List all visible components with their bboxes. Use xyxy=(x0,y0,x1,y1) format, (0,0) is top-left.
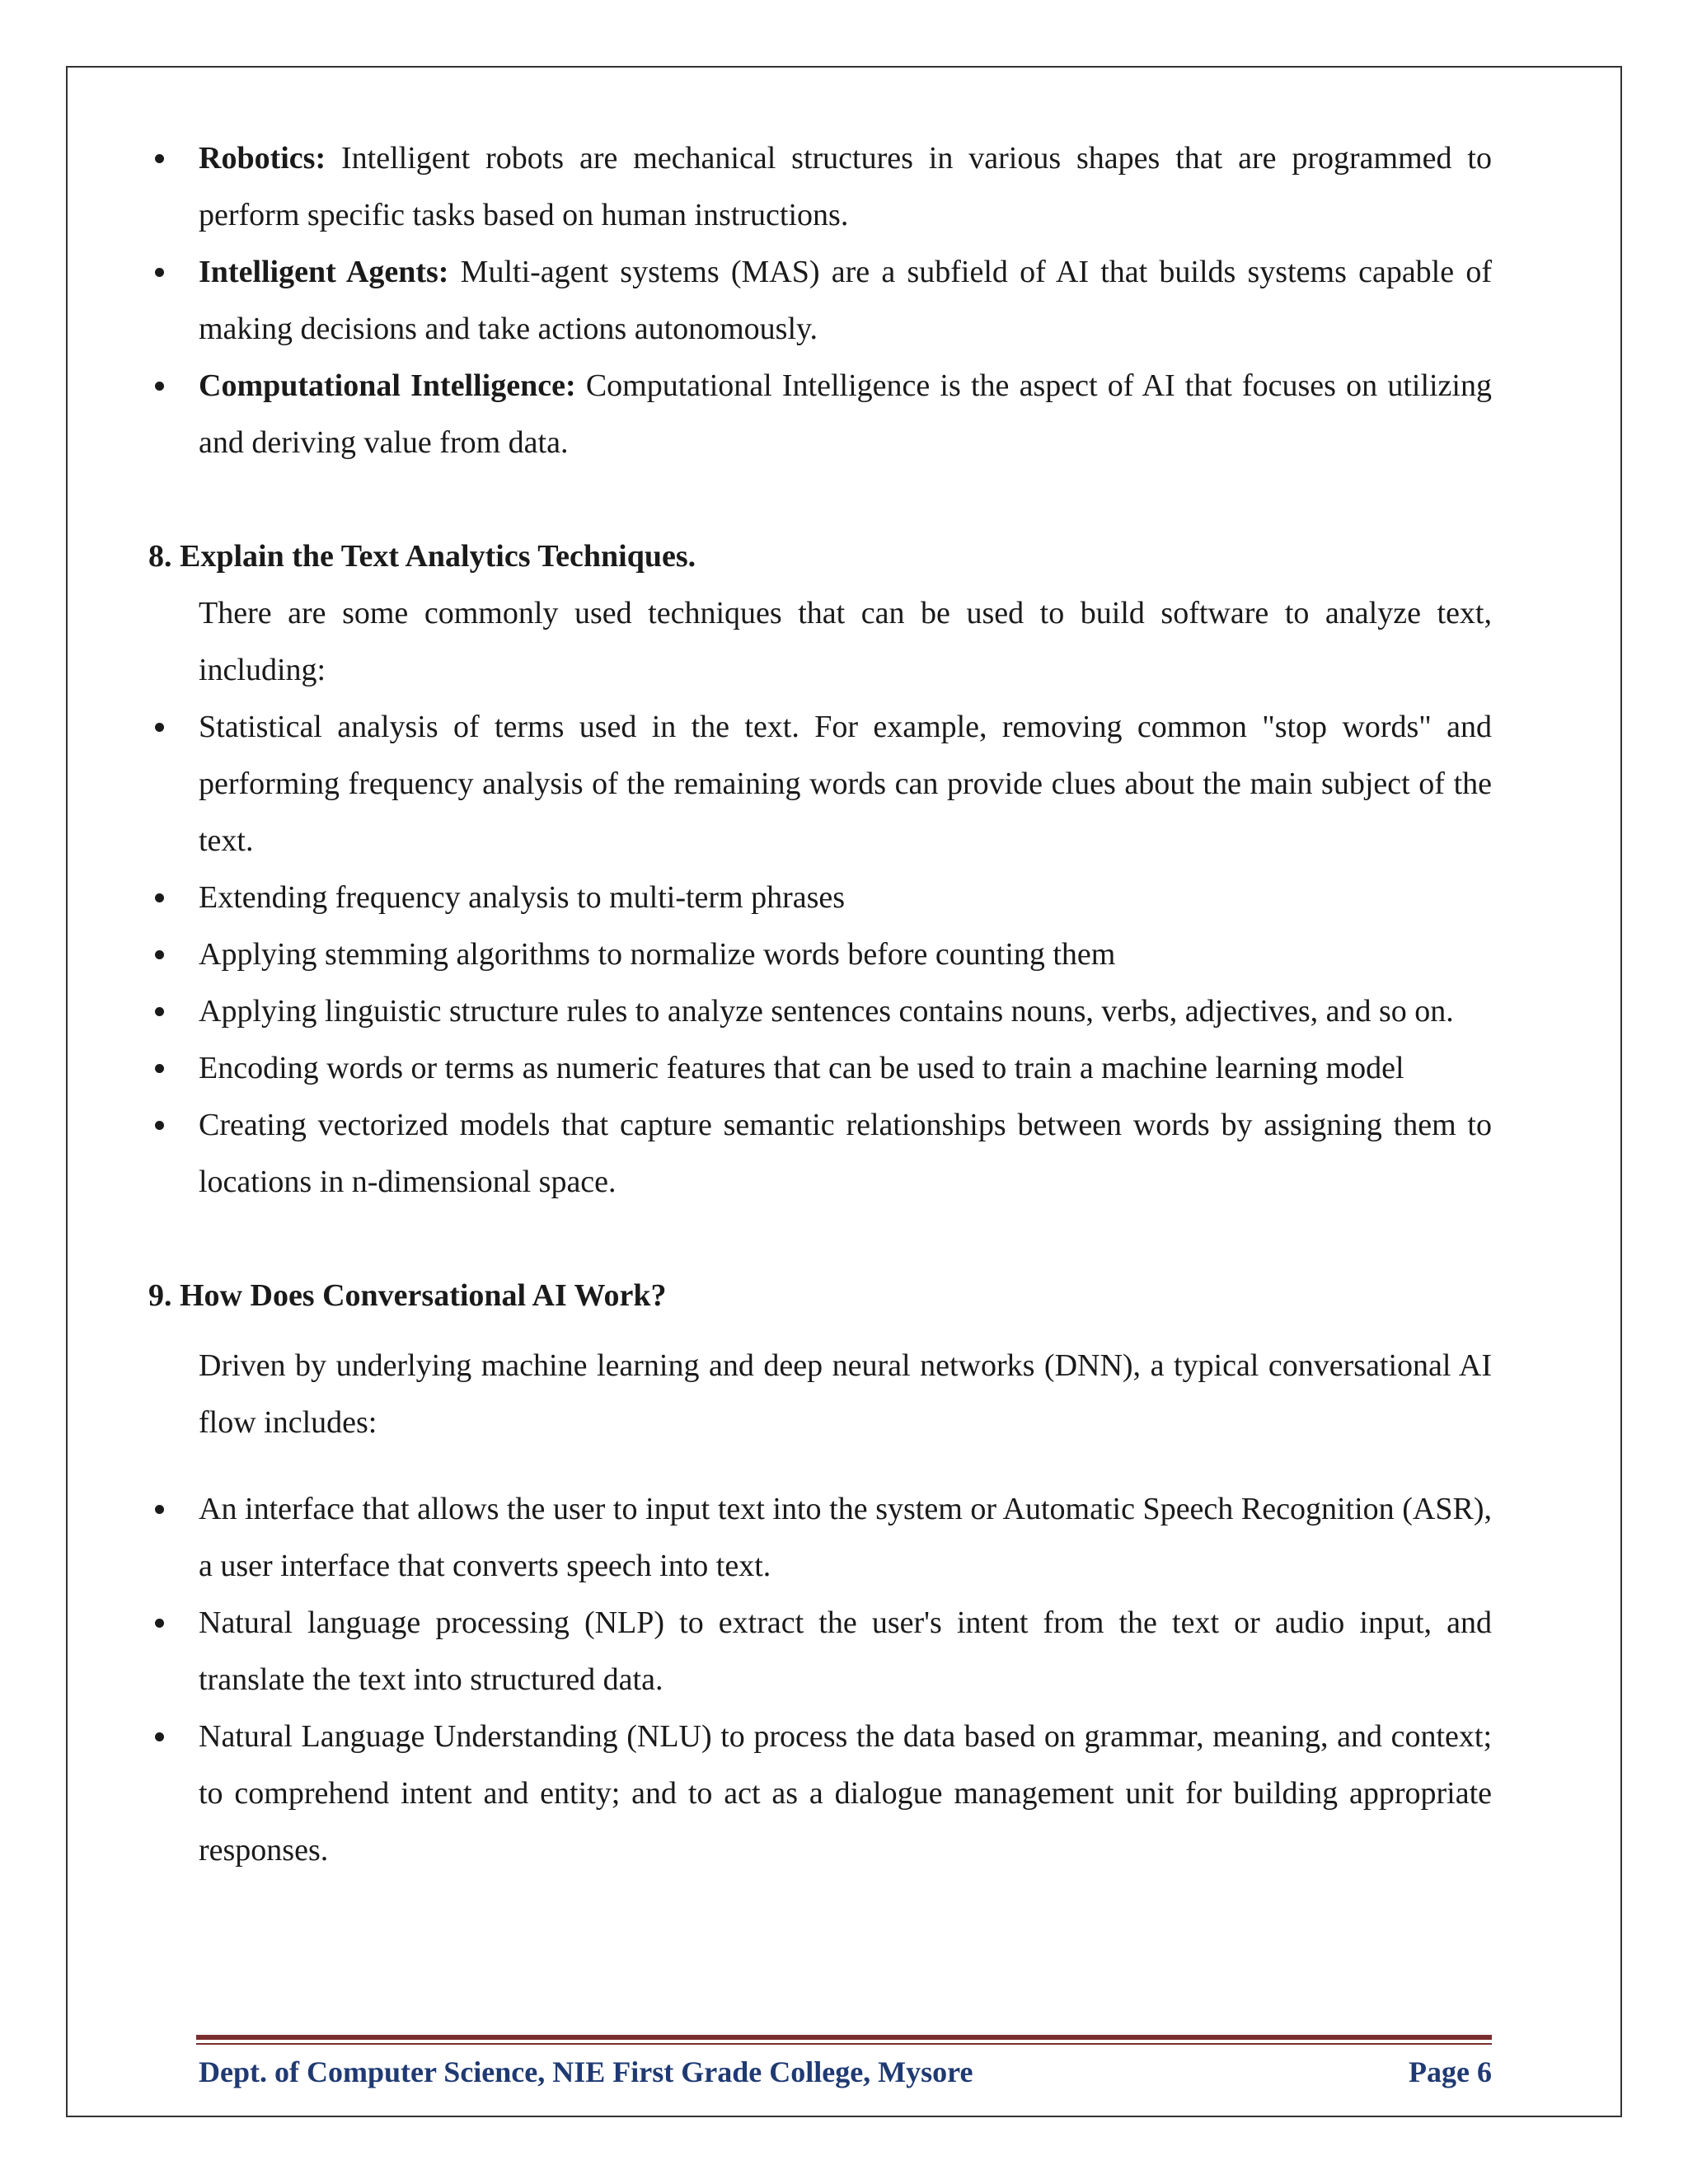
list-item: An interface that allows the user to input text into the system or Automatic Speech Recognition (ASR), a user interface that converts speech into text. xyxy=(148,1481,1492,1595)
bullet-term: Robotics: xyxy=(199,141,326,176)
list-item xyxy=(148,358,1492,471)
section-heading-text-analytics: 8. Explain the Text Analytics Techniques. xyxy=(148,539,696,574)
bullet-term: Computational Intelligence: xyxy=(199,368,576,403)
section-intro-conversational-ai: Driven by underlying machine learning and deep neural networks (DNN), a typical conversational AI flow includes: xyxy=(199,1348,1492,1440)
list-item: Applying linguistic structure rules to analyze sentences contains nouns, verbs, adjectives, and so on. xyxy=(148,983,1492,1040)
page-footer xyxy=(199,2049,1492,2095)
section-intro-text-analytics: There are some commonly used techniques that can be used to build software to analyze text, including: xyxy=(199,596,1492,687)
list-item: Extending frequency analysis to multi-term phrases xyxy=(148,869,1492,926)
bullet-text: Computational Intelligence is the aspect of AI that focuses on utilizing and deriving value from data. xyxy=(199,368,1492,460)
list-item: Encoding words or terms as numeric features that can be used to train a machine learning model xyxy=(148,1040,1492,1097)
bullet-term: Intelligent Agents: xyxy=(199,255,449,289)
list-item: Applying stemming algorithms to normalize words before counting them xyxy=(148,926,1492,983)
conversational-ai-list xyxy=(148,1481,1492,1879)
ai-fields-list xyxy=(148,130,1492,471)
bullet-text: Intelligent robots are mechanical structures in various shapes that are programmed to perform specific tasks based on human instructions. xyxy=(199,141,1492,232)
footer-rule-thin xyxy=(196,2043,1492,2045)
bullet-text: Multi-agent systems (MAS) are a subfield of AI that builds systems capable of making decisions and take actions autonomously. xyxy=(199,255,1492,346)
page-number: Page 6 xyxy=(1409,2055,1492,2088)
list-item: Natural language processing (NLP) to extract the user's intent from the text or audio input, and translate the text into structured data. xyxy=(148,1595,1492,1708)
page-content xyxy=(148,130,1492,1879)
text-analytics-list xyxy=(148,699,1492,1211)
list-item: Natural Language Understanding (NLU) to process the data based on grammar, meaning, and context; to comprehend intent and entity; and to act as a dialogue management unit for building appropriate responses. xyxy=(148,1708,1492,1879)
list-item xyxy=(148,130,1492,244)
list-item xyxy=(148,244,1492,358)
list-item: Statistical analysis of terms used in the text. For example, removing common "stop words" and performing frequency analysis of the remaining words can provide clues about the main subject of the text. xyxy=(148,699,1492,869)
footer-rule xyxy=(196,2035,1492,2040)
list-item: Creating vectorized models that capture semantic relationships between words by assigning them to locations in n-dimensional space. xyxy=(148,1097,1492,1211)
footer-department: Dept. of Computer Science, NIE First Grade College, Mysore xyxy=(199,2055,973,2088)
section-heading-conversational-ai: 9. How Does Conversational AI Work? xyxy=(148,1278,667,1313)
